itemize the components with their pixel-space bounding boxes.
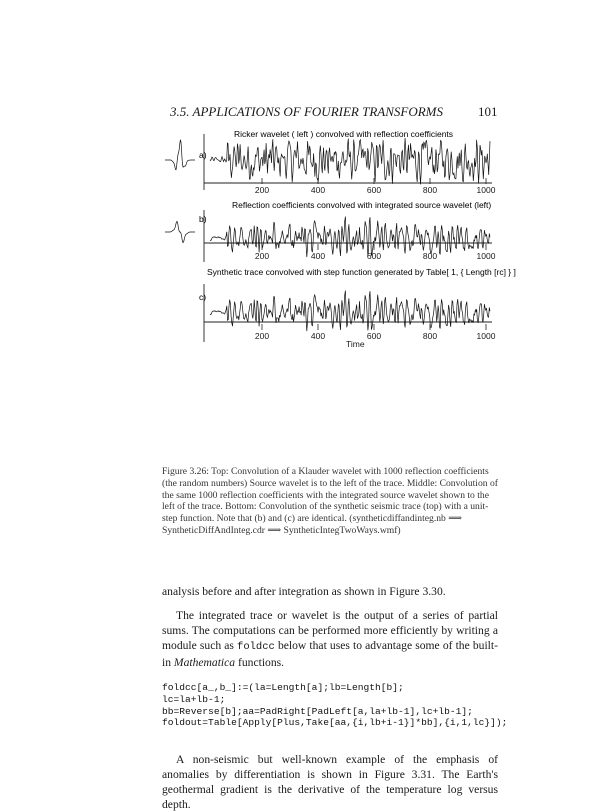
wavelet-a-line [165,140,195,170]
x-tick-label-c-600: 600 [366,331,382,341]
panel-c-trace [210,291,490,332]
caption-label: Figure 3.26: [162,466,209,477]
p2-text-c: functions. [235,656,285,669]
paragraph-2 [162,608,498,670]
p2-text-a: The integrated trace or wavelet is the output of a series of partial sums. The computations can be performed more efficiently by writing a module such as [162,609,498,652]
x-tick-label-b-200: 200 [254,251,270,261]
trace-line-b [210,217,490,258]
x-tick-label-a-800: 800 [422,185,438,195]
x-tick-label-c-800: 800 [422,331,438,341]
x-tick-label-b-600: 600 [366,251,382,261]
panel-a-source-wavelet [165,140,195,170]
x-tick-label-a-400: 400 [310,185,326,195]
page-number: 101 [478,104,498,119]
panel-b-label: b) [199,214,207,224]
panel-b-trace [210,217,490,258]
paragraph-1: analysis before and after integration as shown in Figure 3.30. [162,585,446,598]
code-block: foldcc[a_,b_]:=(la=Length[a];lb=Length[b]; lc=la+lb-1; bb=Reverse[b];aa=PadRight[PadLeft[a,la+lb-1],lc+lb-1]; foldout=Table[Apply[Plus,Take[aa,{i,lb+i-1}]*bb],{i,1,lc}]); [162,682,508,729]
figure-caption [162,466,502,537]
x-tick-label-c-400: 400 [310,331,326,341]
panel-a-title: Ricker wavelet ( left ) convolved with reflection coefficients [234,129,454,139]
p2-text-b: below that uses to advantage some of the built-in [162,639,498,669]
running-header: 3.5. APPLICATIONS OF FOURIER TRANSFORMS [170,104,443,119]
x-tick-label-b-800: 800 [422,251,438,261]
panel-a-trace [210,138,490,184]
x-tick-label-b-400: 400 [310,251,326,261]
panel-c-xlabel: Time [346,339,365,349]
x-tick-label-a-600: 600 [366,185,382,195]
p2-italic: Mathematica [173,656,236,669]
x-tick-label-a-1000: 1000 [476,185,496,195]
x-tick-label-c-200: 200 [254,331,270,341]
trace-line-a [210,138,490,184]
trace-line-c [210,291,490,332]
panel-b-title: Reflection coefficients convolved with integrated source wavelet (left) [232,200,492,210]
panel-c-title: Synthetic trace convolved with step function generated by Table[ 1, { Length [rc] } ] [207,267,516,277]
paragraph-3: A non-seismic but well-known example of the emphasis of anomalies by differentiation is shown in Figure 3.31. The Earth's geothermal gradient is the derivative of the temperature log versus depth. [162,753,498,811]
panel-c-label: c) [199,292,207,302]
wavelet-b-line [165,221,195,242]
caption-text: Top: Convolution of a Klauder wavelet with 1000 reflection coefficients (the random numbers) Source wavelet is to the left of the trace. Middle: Convolution of the same 1000 reflection coefficients with the integrated source wavelet shown to the left of the trace. Bottom: Convolution of the synthetic seismic trace (top) with a unit-step function. Note that (b) and (c) are identical. (syntheticdiffandinteg.nb ⟹ SyntheticDiffAndInteg.cdr ⟹ SyntheticIntegTwoWays.wmf) [162,466,498,536]
x-tick-label-a-200: 200 [254,185,270,195]
x-tick-label-c-1000: 1000 [476,331,496,341]
panel-a-label: a) [199,150,207,160]
p2-inline-code: foldcc [237,641,275,653]
x-tick-label-b-1000: 1000 [476,251,496,261]
panel-b-integrated-wavelet [165,221,195,242]
